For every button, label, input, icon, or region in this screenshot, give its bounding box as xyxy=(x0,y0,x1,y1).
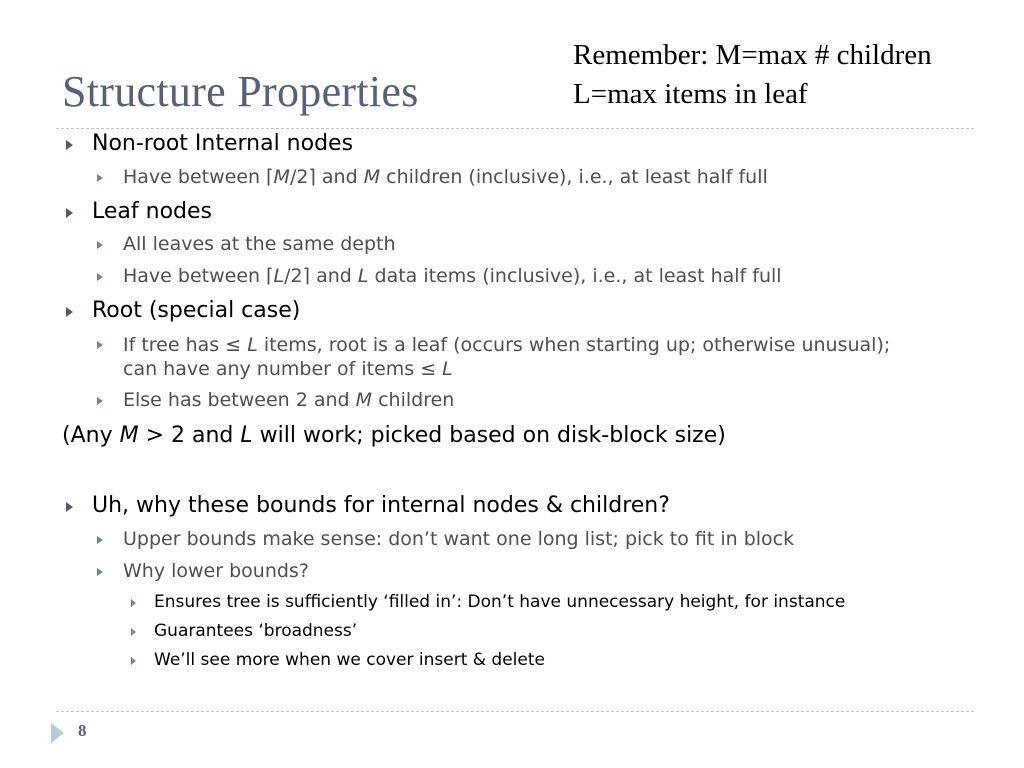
bullet-internal-range: Have between ⌈M/2⌉ and M children (inclusive), i.e., at least half full xyxy=(123,166,768,188)
bullet-icon xyxy=(97,568,103,576)
note-bounds: (Any M > 2 and L will work; picked based on disk-block size) xyxy=(62,423,726,448)
reminder-line-2: L=max items in leaf xyxy=(573,78,808,110)
slide-title: Structure Properties xyxy=(62,67,419,116)
bullet-icon xyxy=(66,502,73,512)
bullet-filled-in: Ensures tree is sufficiently ‘filled in’: Don’t have unnecessary height, for instance xyxy=(154,592,846,612)
reminder-line-1: Remember: M=max # children xyxy=(573,39,932,71)
bullet-icon xyxy=(97,341,103,349)
footer-divider xyxy=(56,711,974,712)
bullet-root-leaf: If tree has ≤ L items, root is a leaf (occurs when starting up; otherwise unusual); can have any number of items ≤ L xyxy=(123,334,891,380)
bullet-icon xyxy=(97,273,103,281)
page-number: 8 xyxy=(78,721,87,740)
bullet-insert-delete: We’ll see more when we cover insert & delete xyxy=(154,650,545,670)
reminder-note xyxy=(573,36,932,114)
bullet-icon xyxy=(131,599,136,607)
bullet-why-bounds: Uh, why these bounds for internal nodes & children? xyxy=(92,493,670,518)
bullet-icon xyxy=(97,174,103,182)
bullet-icon xyxy=(97,241,103,249)
bullet-icon xyxy=(131,657,136,665)
bullet-broadness: Guarantees ‘broadness’ xyxy=(154,621,358,641)
bullet-icon xyxy=(97,536,103,544)
title-divider xyxy=(56,128,974,129)
bullet-icon xyxy=(66,140,73,150)
bullet-internal-nodes: Non-root Internal nodes xyxy=(92,131,354,156)
bullet-leaf-depth: All leaves at the same depth xyxy=(123,233,396,255)
bullet-lower-bounds: Why lower bounds? xyxy=(123,560,309,582)
page-arrow-icon xyxy=(51,723,64,743)
bullet-root: Root (special case) xyxy=(92,298,301,323)
bullet-upper-bounds: Upper bounds make sense: don’t want one long list; pick to fit in block xyxy=(123,528,795,550)
bullet-icon xyxy=(131,628,136,636)
bullet-icon xyxy=(66,307,73,317)
bullet-icon xyxy=(66,208,73,218)
bullet-leaf-nodes: Leaf nodes xyxy=(92,199,212,224)
bullet-leaf-range: Have between ⌈L/2⌉ and L data items (inclusive), i.e., at least half full xyxy=(123,265,782,287)
bullet-icon xyxy=(97,397,103,405)
bullet-root-else: Else has between 2 and M children xyxy=(123,389,455,411)
